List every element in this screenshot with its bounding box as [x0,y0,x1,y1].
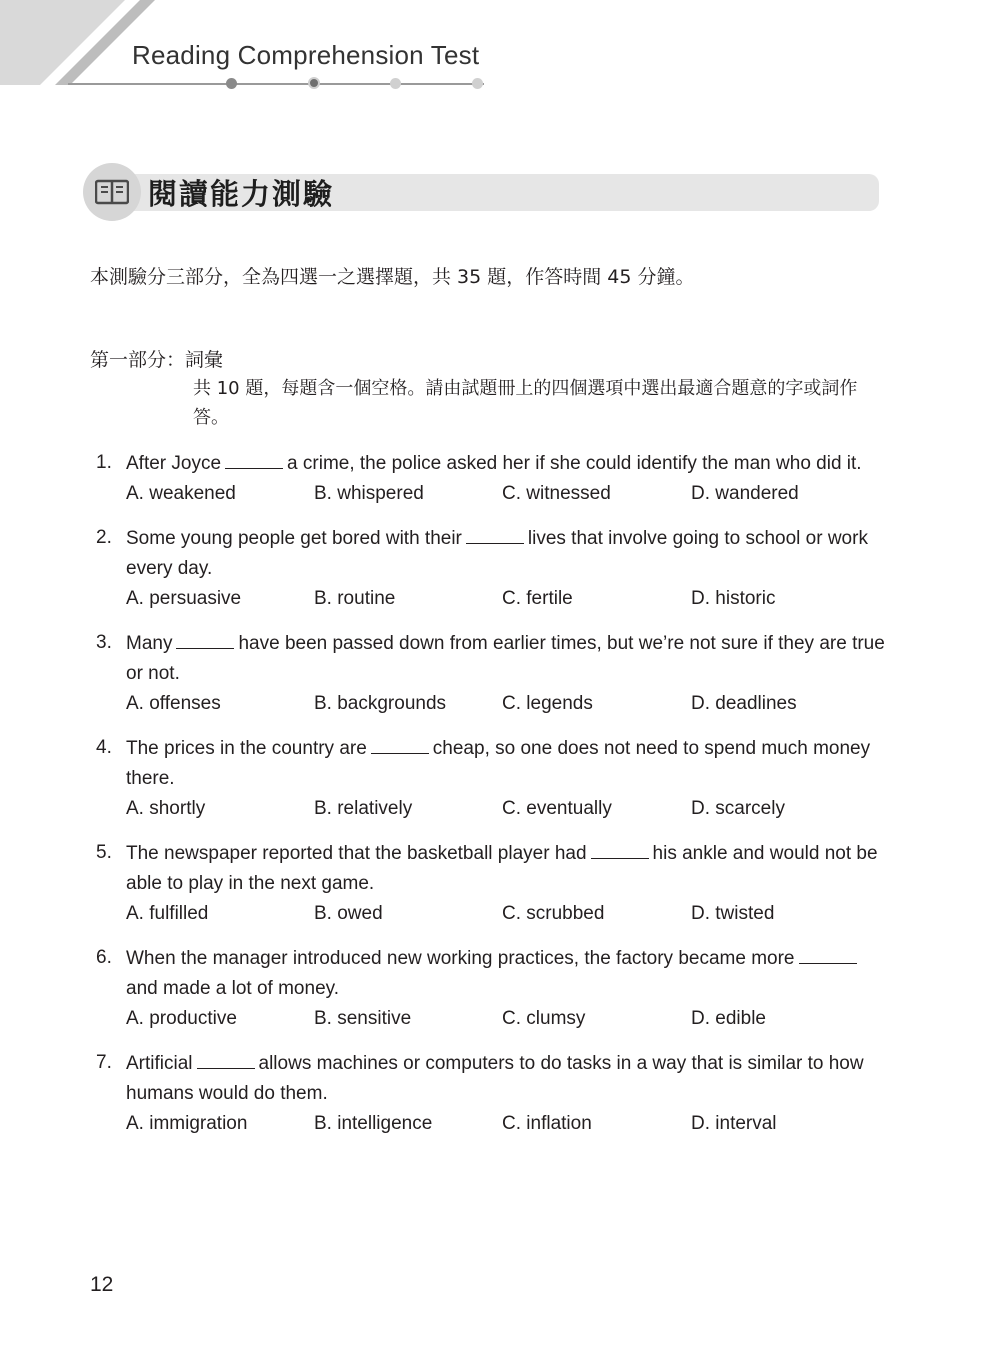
answer-options [126,584,886,614]
option-c: C. eventually [502,798,612,819]
question [96,943,886,1034]
question-number: 4. [96,737,112,758]
option-a: A. productive [126,1008,237,1029]
answer-options [126,1109,886,1139]
option-d: D. twisted [691,903,775,924]
stem-after-blank: a crime, the police asked her if she could identify the man who did it. [287,453,862,474]
page-number: 12 [90,1273,114,1296]
option-d: D. historic [691,588,776,609]
question [96,628,886,719]
header-dot [472,78,483,89]
option-c: C. legends [502,693,593,714]
question-stem [126,448,886,479]
stem-before-blank: Some young people get bored with their [126,528,462,549]
question [96,1048,886,1139]
answer-options [126,899,886,929]
stem-before-blank: After Joyce [126,453,222,474]
question-stem [126,523,886,584]
option-a: A. weakened [126,483,236,504]
question [96,448,886,509]
stem-before-blank: When the manager introduced new working practices, the factory became more [126,948,795,969]
question-number: 7. [96,1052,112,1073]
option-c: C. witnessed [502,483,611,504]
answer-blank [197,1048,255,1069]
option-a: A. fulfilled [126,903,209,924]
option-d: D. edible [691,1008,766,1029]
option-c: C. scrubbed [502,903,605,924]
option-b: B. intelligence [314,1113,433,1134]
section-icon-circle [83,163,141,221]
stem-after-blank: allows machines or computers to do tasks in a way that is similar to how humans would do them. [126,1053,864,1104]
stem-before-blank: The newspaper reported that the basketball player had [126,843,587,864]
header-rule [68,83,484,85]
question [96,523,886,614]
answer-options [126,689,886,719]
stem-after-blank: his ankle and would not be able to play in the next game. [126,843,878,894]
stem-before-blank: The prices in the country are [126,738,367,759]
question [96,733,886,824]
answer-blank [466,523,524,544]
option-c: C. inflation [502,1113,592,1134]
option-a: A. shortly [126,798,206,819]
option-c: C. clumsy [502,1008,586,1029]
question [96,838,886,929]
answer-blank [176,628,234,649]
test-instructions: 本測驗分三部分，全為四選一之選擇題，共 35 題，作答時間 45 分鐘。 [90,266,695,288]
stem-after-blank: have been passed down from earlier times, but we’re not sure if they are true or not. [126,633,885,684]
option-b: B. sensitive [314,1008,412,1029]
option-a: A. offenses [126,693,221,714]
question-number: 5. [96,842,112,863]
question-stem [126,733,886,794]
question-number: 3. [96,632,112,653]
stem-before-blank: Artificial [126,1053,193,1074]
option-b: B. relatively [314,798,413,819]
header-dot [308,77,320,89]
question-stem [126,838,886,899]
answer-blank [799,943,857,964]
question-stem [126,628,886,689]
part-title: 第一部分：詞彙 [90,349,224,371]
open-book-icon [95,179,129,205]
part-description: 共 10 題，每題含一個空格。請由試題冊上的四個選項中選出最適合題意的字或詞作答。 [193,378,858,428]
question-number: 6. [96,947,112,968]
answer-options [126,794,886,824]
section-title: 閱讀能力測驗 [148,177,335,211]
stem-before-blank: Many [126,633,173,654]
option-b: B. whispered [314,483,424,504]
question-number: 1. [96,452,112,473]
question-stem [126,1048,886,1109]
header-dot [390,78,401,89]
option-b: B. backgrounds [314,693,447,714]
option-c: C. fertile [502,588,573,609]
option-d: D. scarcely [691,798,785,819]
header-dot [226,78,237,89]
option-a: A. immigration [126,1113,248,1134]
stem-after-blank: and made a lot of money. [126,978,339,999]
option-d: D. wandered [691,483,799,504]
answer-options [126,1004,886,1034]
question-number: 2. [96,527,112,548]
answer-blank [591,838,649,859]
running-head: Reading Comprehension Test [132,40,480,70]
answer-blank [371,733,429,754]
option-d: D. interval [691,1113,777,1134]
answer-options [126,479,886,509]
option-b: B. routine [314,588,396,609]
stem-after-blank: lives that involve going to school or work every day. [126,528,868,579]
option-a: A. persuasive [126,588,242,609]
stem-after-blank: cheap, so one does not need to spend much money there. [126,738,871,789]
option-b: B. owed [314,903,383,924]
option-d: D. deadlines [691,693,797,714]
question-stem [126,943,886,1004]
answer-blank [225,448,283,469]
